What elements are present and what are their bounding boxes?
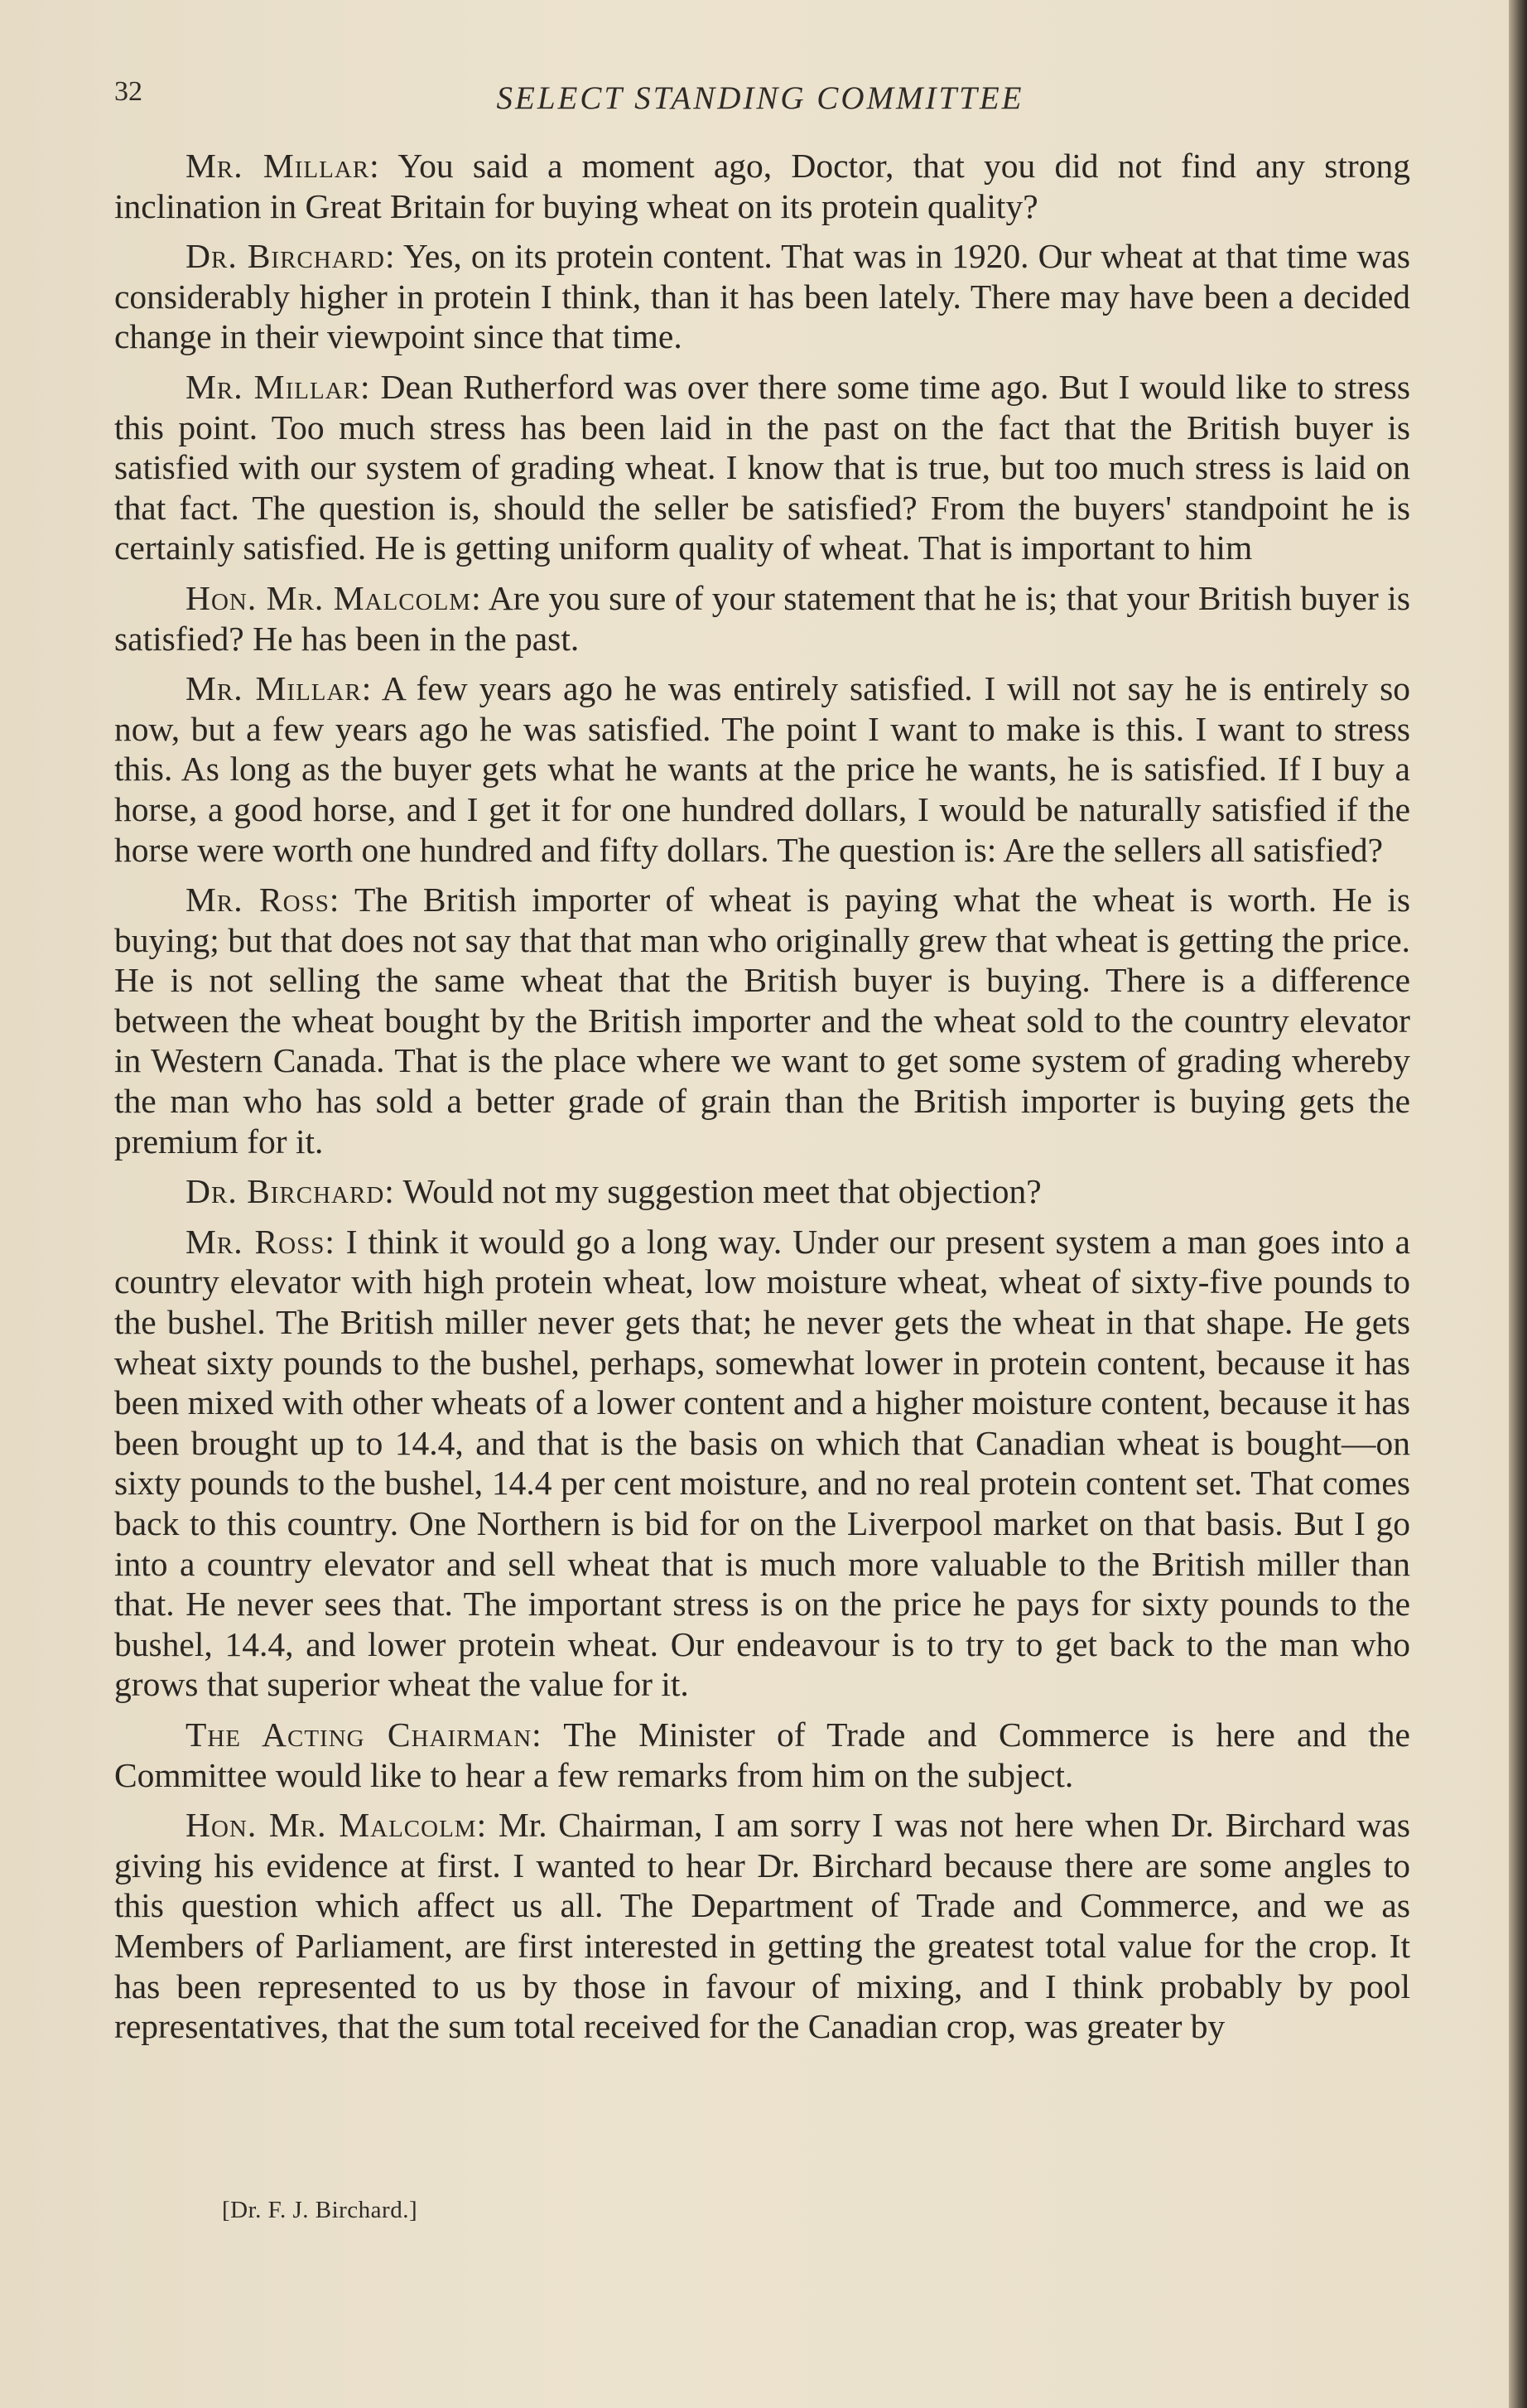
paragraph [114,1222,1410,1705]
paragraph-text: The Minister of Trade and Commerce is here and the Committee would like to hear a few remarks from him on the subject. [114,1715,1410,1794]
paragraph [114,1805,1410,2047]
paragraph [114,1715,1410,1795]
paragraph [114,146,1410,226]
speaker-name: Mr. Millar: [185,147,380,185]
speaker-name: Dr. Birchard: [185,237,396,276]
paragraph-text: Would not my suggestion meet that objection? [402,1172,1042,1211]
paragraph-text: You said a moment ago, Doctor, that you did not find any strong inclination in Great Britain for buying wheat on its protein quality? [114,147,1411,225]
page-number: 32 [114,76,142,107]
speaker-name: Dr. Birchard: [185,1172,395,1211]
paragraph [114,236,1410,357]
paragraph-text: The British importer of wheat is paying what the wheat is worth. He is buying; but that does not say that that man who originally grew that wheat is getting the price. He is not selling the same wheat that the British buyer is buying. There is a difference between the wheat bought by the British importer and the wheat sold to the country elevator in Western Canada. That is the place where we want to get some system of grading whereby the man who has sold a better grade of grain than the British importer is buying gets the premium for it. [114,881,1410,1161]
speaker-name: Mr. Millar: [185,669,373,708]
paragraph-text: Yes, on its protein content. That was in 1920. Our wheat at that time was considerably higher in protein I think, than it has been lately. There may have been a decided change in their viewpoint since that time. [114,237,1410,356]
book-spine-shadow [1509,0,1527,2408]
speaker-name: The Acting Chairman: [185,1715,542,1754]
page-header [114,76,1406,126]
paragraph-text: Dean Rutherford was over there some time ago. But I would like to stress this point. Too much stress has been laid in the past on the fact that the British buyer is satisfied with our system of grading wheat. I know that is true, but too much stress is laid on that fact. The question is, should the seller be satisfied? From the buyers' standpoint he is certainly satisfied. He is getting uniform quality of wheat. That is important to him [114,367,1411,567]
speaker-name: Mr. Ross: [185,881,340,919]
paragraph [114,1171,1410,1212]
transcript-body [114,146,1410,2057]
paragraph-text: Mr. Chairman, I am sorry I was not here when Dr. Birchard was giving his evidence at first. I wanted to hear Dr. Birchard because there are some angles to this question which affect us all. The Department of Trade and Commerce, and we as Members of Parliament, are first interested in getting the greatest total value for the crop. It has been represented to us by those in favour of mixing, and I think probably by pool representatives, that the sum total received for the Canadian crop, was greater by [114,1806,1411,2046]
speaker-name: Mr. Ross: [185,1222,335,1261]
paragraph [114,367,1410,568]
running-title: SELECT STANDING COMMITTEE [496,80,1024,116]
speaker-name: Hon. Mr. Malcolm: [185,578,482,617]
paragraph [114,668,1410,870]
paragraph-text: Are you sure of your statement that he is; that your British buyer is satisfied? He has been in the past. [114,578,1410,658]
speaker-name: Hon. Mr. Malcolm: [185,1806,488,1845]
witness-footnote: [Dr. F. J. Birchard.] [222,2197,418,2223]
paragraph [114,880,1410,1161]
paragraph-text: I think it would go a long way. Under our present system a man goes into a country elevator with high protein wheat, low moisture wheat, wheat of sixty-five pounds to the bushel. The British miller never gets that; he never gets the wheat in that shape. He gets wheat sixty pounds to the bushel, perhaps, somewhat lower in protein content, because it has been mixed with other wheats of a lower content and a higher moisture content, because it has been brought up to 14.4, and that is the basis on which that Canadian wheat is bought—on sixty pounds to the bushel, 14.4 per cent moisture, and no real protein content set. That comes back to this country. One Northern is bid for on the Liverpool market on that basis. But I go into a country elevator and sell wheat that is much more valuable to the British miller than that. He never sees that. The important stress is on the price he pays for sixty pounds to the bushel, 14.4, and lower protein wheat. Our endeavour is to try to get back to the man who grows that superior wheat the value for it. [114,1222,1410,1704]
paragraph-text: A few years ago he was entirely satisfied. I will not say he is entirely so now, but a few years ago he was satisfied. The point I want to make is this. I want to stress this. As long as the buyer gets what he wants at the price he wants, he is satisfied. If I buy a horse, a good horse, and I get it for one hundred dollars, I would be naturally satisfied if the horse were worth one hundred and fifty dollars. The question is: Are the sellers all satisfied? [114,669,1410,869]
paragraph [114,578,1410,659]
speaker-name: Mr. Millar: [185,367,371,406]
